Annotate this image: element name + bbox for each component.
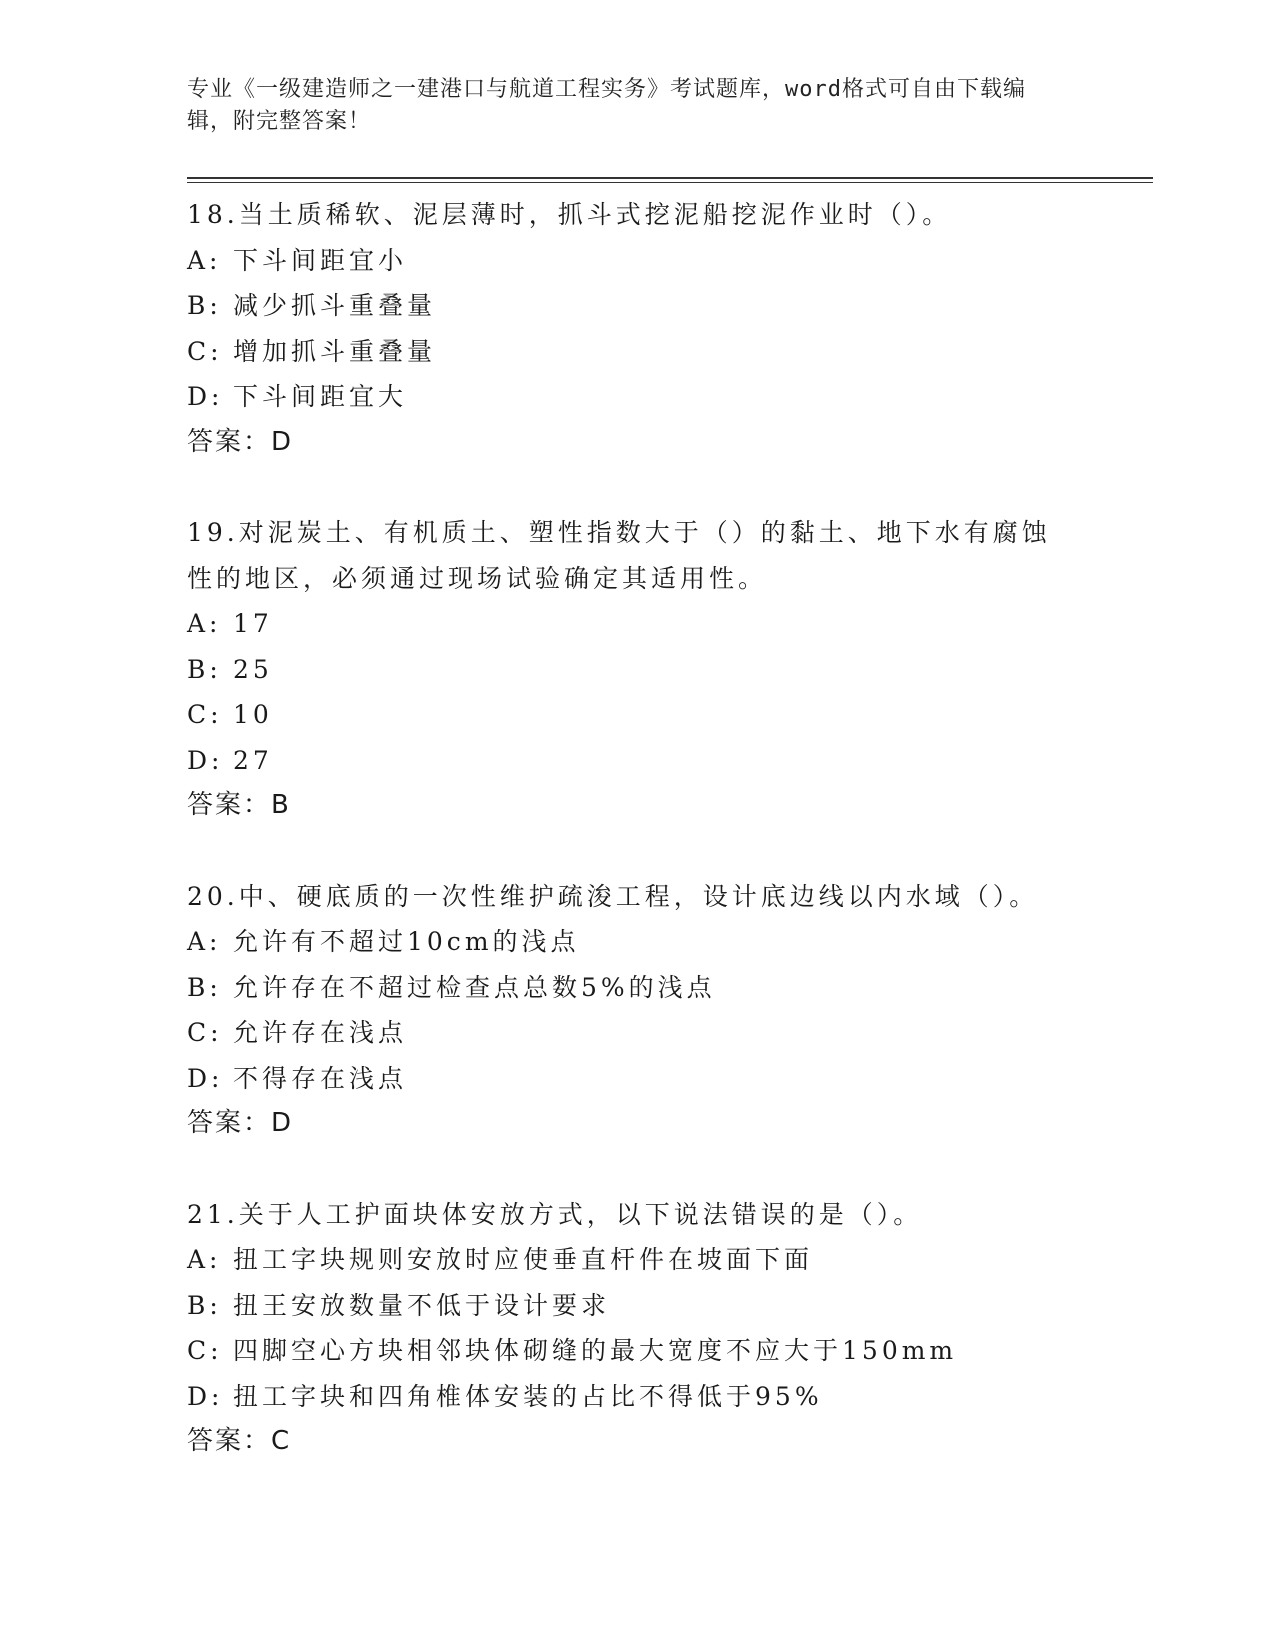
answer-line: 答案：C bbox=[187, 1426, 292, 1456]
option-c bbox=[187, 1328, 1147, 1374]
option-a bbox=[187, 1237, 1147, 1283]
answer-line: 答案：B bbox=[187, 790, 291, 820]
option-a bbox=[187, 238, 1147, 284]
question-stem: 18.当土质稀软、泥层薄时，抓斗式挖泥船挖泥作业时（）。 bbox=[187, 200, 952, 229]
question-stem: 20.中、硬底质的一次性维护疏浚工程，设计底边线以内水域（）。 bbox=[187, 881, 1039, 911]
option-key: A: bbox=[187, 1245, 222, 1274]
option-text: 允许有不超过10cm的浅点 bbox=[233, 927, 580, 956]
option-key: D: bbox=[187, 745, 224, 775]
option-a bbox=[187, 919, 1147, 965]
option-key: B: bbox=[187, 291, 222, 320]
option-text: 25 bbox=[233, 654, 273, 684]
option-c bbox=[187, 1010, 1147, 1056]
option-key: D: bbox=[187, 382, 224, 411]
question-21 bbox=[187, 1192, 1147, 1465]
option-text: 下斗间距宜小 bbox=[233, 245, 408, 275]
option-text: 扭工字块规则安放时应使垂直杆件在坡面下面 bbox=[233, 1245, 814, 1274]
option-text: 允许存在浅点 bbox=[233, 1018, 408, 1047]
option-b bbox=[187, 647, 1147, 693]
option-a bbox=[187, 601, 1147, 647]
answer-line: 答案：D bbox=[187, 1108, 294, 1138]
header-rule-thick bbox=[187, 177, 1153, 179]
document-header: 专业《一级建造师之一建港口与航道工程实务》考试题库，word格式可自由下载编辑，附完整答案！ bbox=[187, 77, 1026, 134]
option-text: 27 bbox=[233, 745, 273, 775]
question-18 bbox=[187, 192, 1147, 465]
option-key: A: bbox=[187, 927, 222, 956]
option-text: 不得存在浅点 bbox=[233, 1063, 408, 1093]
option-c bbox=[187, 692, 1147, 738]
option-d bbox=[187, 1374, 1147, 1420]
option-d bbox=[187, 374, 1147, 420]
option-b bbox=[187, 965, 1147, 1011]
question-stem: 21.关于人工护面块体安放方式，以下说法错误的是（）。 bbox=[187, 1199, 923, 1229]
option-text: 允许存在不超过检查点总数5%的浅点 bbox=[233, 972, 716, 1002]
option-key: D: bbox=[187, 1381, 224, 1411]
option-key: C: bbox=[187, 1018, 223, 1047]
option-key: A: bbox=[187, 609, 222, 638]
option-key: C: bbox=[187, 336, 223, 366]
option-key: C: bbox=[187, 700, 223, 729]
option-b bbox=[187, 1283, 1147, 1329]
question-list bbox=[187, 192, 1147, 1510]
option-text: 10 bbox=[233, 700, 273, 729]
option-key: A: bbox=[187, 245, 222, 275]
answer-line: 答案：D bbox=[187, 426, 294, 457]
option-key: B: bbox=[187, 654, 222, 684]
option-text: 17 bbox=[233, 609, 273, 638]
option-key: B: bbox=[187, 972, 222, 1002]
option-text: 增加抓斗重叠量 bbox=[233, 336, 437, 366]
option-text: 四脚空心方块相邻块体砌缝的最大宽度不应大于150mm bbox=[233, 1336, 958, 1365]
option-d bbox=[187, 738, 1147, 784]
option-text: 减少抓斗重叠量 bbox=[233, 291, 437, 320]
option-text: 扭王安放数量不低于设计要求 bbox=[233, 1290, 611, 1320]
option-b bbox=[187, 283, 1147, 329]
option-key: B: bbox=[187, 1290, 222, 1320]
question-19 bbox=[187, 510, 1147, 829]
option-d bbox=[187, 1056, 1147, 1102]
option-key: C: bbox=[187, 1336, 223, 1365]
header-rule-thin bbox=[187, 182, 1153, 183]
option-key: D: bbox=[187, 1063, 224, 1093]
option-c bbox=[187, 329, 1147, 375]
question-stem: 19.对泥炭土、有机质土、塑性指数大于（）的黏土、地下水有腐蚀性的地区，必须通过现场试验确定其适用性。 bbox=[187, 518, 1051, 593]
question-20 bbox=[187, 874, 1147, 1147]
option-text: 下斗间距宜大 bbox=[233, 382, 408, 411]
option-text: 扭工字块和四角椎体安装的占比不得低于95% bbox=[233, 1381, 823, 1411]
